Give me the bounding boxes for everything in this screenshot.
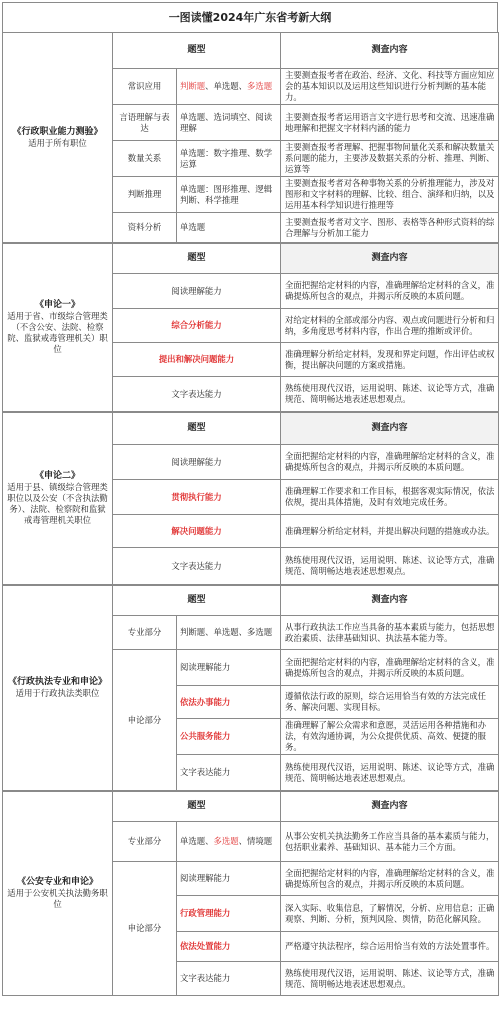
content-text: 准确理解了解公众需求和意愿，灵活运用各种措施和办法，有效沟通协调，为公众提供优质、高效、便捷的服务。 — [281, 719, 499, 755]
header-content: 测查内容 — [281, 413, 499, 445]
exam-cell — [3, 586, 113, 791]
ability-name: 解决问题能力 — [113, 515, 281, 548]
content-text: 熟练使用现代汉语，运用说明、陈述、议论等方式，准确规范、简明畅达地表述思想观点。 — [281, 377, 499, 412]
content-text: 严格遵守执法程序，综合运用恰当有效的方法处置事件。 — [281, 932, 499, 962]
module-name: 申论部分 — [113, 862, 177, 996]
type-red: 多选题 — [213, 836, 239, 846]
ability-name: 提出和解决问题能力 — [113, 343, 281, 377]
ability-name: 文字表达能力 — [177, 755, 281, 791]
module-name: 常识应用 — [113, 69, 177, 105]
header-content: 测查内容 — [281, 244, 499, 274]
exam-scope: 适用于行政执法类职位 — [15, 688, 100, 698]
module-name: 言语理解与表达 — [113, 105, 177, 141]
ability-name: 综合分析能力 — [113, 309, 281, 343]
exam-scope: 适用于省、市级综合管理类（不含公安、法院、检察院、监狱戒毒管理机关）职位 — [7, 311, 108, 354]
content-text: 从事公安机关执法勤务工作应当具备的基本素质与能力，包括职业素养、基础知识、基本能力三个方面。 — [281, 822, 499, 862]
header-content: 测查内容 — [281, 586, 499, 616]
exam-name: 《公安专业和申论》 — [16, 877, 98, 887]
module-name: 申论部分 — [113, 650, 177, 791]
ability-name: 依法处置能力 — [177, 932, 281, 962]
header-content: 测查内容 — [281, 33, 499, 69]
content-text: 熟练使用现代汉语，运用说明、陈述、议论等方式，准确规范、简明畅达地表述思想观点。 — [281, 548, 499, 585]
section-shenlun-1 — [2, 243, 499, 412]
page-title: 一图读懂2024年广东省考新大纲 — [2, 2, 498, 32]
exam-cell — [3, 33, 113, 243]
content-text: 准确理解分析给定材料，发现和界定问题，作出评估或权衡，提出解决问题的方案或措施。 — [281, 343, 499, 377]
exam-name: 《申论一》 — [34, 300, 80, 310]
exam-name: 《行政执法专业和申论》 — [7, 677, 107, 687]
exam-scope: 适用于县、镇级综合管理类职位以及公安（不含执法勤务）、法院、检察院和监狱戒毒管理机关职位 — [7, 482, 108, 525]
ability-name: 公共服务能力 — [177, 719, 281, 755]
exam-scope: 适用于公安机关执法勤务职位 — [7, 888, 108, 909]
content-text: 准确理解分析给定材料，并提出解决问题的措施或办法。 — [281, 515, 499, 548]
content-text: 主要测查报考者理解、把握事物间量化关系和解决数量关系问题的能力，主要涉及数据关系的分析、推理、判断、运算等 — [281, 141, 499, 177]
ability-name: 阅读理解能力 — [113, 445, 281, 480]
content-text: 全面把握给定材料的内容，准确理解给定材料的含义，准确提炼所包含的观点，并揭示所反映的本质问题。 — [281, 445, 499, 480]
content-text: 熟练使用现代汉语，运用说明、陈述、议论等方式，准确规范、简明畅达地表述思想观点。 — [281, 962, 499, 996]
type-black: 、情境题 — [238, 836, 273, 846]
ability-name: 阅读理解能力 — [177, 862, 281, 896]
ability-name: 阅读理解能力 — [113, 274, 281, 309]
outline-document — [2, 2, 498, 996]
exam-cell — [3, 244, 113, 412]
question-types: 单选题：数字推理、数学运算 — [177, 141, 281, 177]
content-text: 从事行政执法工作应当具备的基本素质与能力，包括思想政治素质、法律基础知识、执法基本能力等。 — [281, 616, 499, 650]
header-type: 题型 — [113, 792, 281, 822]
section-shenlun-2 — [2, 412, 499, 585]
ability-name: 行政管理能力 — [177, 896, 281, 932]
content-text: 主要测查报考者对文字、图形、表格等各种形式资料的综合理解与分析加工能力 — [281, 213, 499, 243]
ability-name: 文字表达能力 — [113, 548, 281, 585]
type-black: 、单选题、 — [205, 81, 247, 91]
question-types — [177, 822, 281, 862]
module-name: 专业部分 — [113, 616, 177, 650]
content-text: 准确理解工作要求和工作目标，根据客观实际情况，依法依规，提出具体措施，及时有效地完成任务。 — [281, 480, 499, 515]
section-law-enforcement — [2, 585, 499, 791]
ability-name: 依法办事能力 — [177, 686, 281, 719]
section-police — [2, 791, 499, 996]
content-text: 遵循依法行政的原则，综合运用恰当有效的方法完成任务、解决问题、实现目标。 — [281, 686, 499, 719]
type-red: 判断题 — [180, 81, 206, 91]
module-name: 数量关系 — [113, 141, 177, 177]
question-types: 单选题、选词填空、阅读理解 — [177, 105, 281, 141]
content-text: 主要测查报考者在政治、经济、文化、科技等方面应知应会的基本知识以及运用这些知识进行分析判断的基本能力。 — [281, 69, 499, 105]
question-types: 单选题：图形推理、逻辑判断、科学推理 — [177, 177, 281, 213]
section-xingce — [2, 32, 499, 243]
question-types: 判断题、单选题、多选题 — [177, 616, 281, 650]
header-type: 题型 — [113, 586, 281, 616]
content-text: 熟练使用现代汉语，运用说明、陈述、议论等方式，准确规范、简明畅达地表述思想观点。 — [281, 755, 499, 791]
content-text: 深入实际、收集信息，了解情况，分析、应用信息；正确观察、判断、分析，预判风险、舆情，防范化解风险。 — [281, 896, 499, 932]
module-name: 专业部分 — [113, 822, 177, 862]
ability-name: 文字表达能力 — [177, 962, 281, 996]
header-type: 题型 — [113, 33, 281, 69]
exam-scope: 适用于所有职位 — [28, 137, 87, 148]
type-black: 单选题、 — [180, 836, 214, 846]
ability-name: 贯彻执行能力 — [113, 480, 281, 515]
header-type: 题型 — [113, 413, 281, 445]
ability-name: 阅读理解能力 — [177, 650, 281, 686]
content-text: 对给定材料的全部或部分内容、观点或问题进行分析和归纳，多角度思考材料内容，作出合理的推断或评价。 — [281, 309, 499, 343]
exam-name: 《申论二》 — [34, 471, 80, 481]
ability-name: 文字表达能力 — [113, 377, 281, 412]
type-red: 多选题 — [247, 81, 273, 91]
content-text: 全面把握给定材料的内容，准确理解给定材料的含义，准确提炼所包含的观点，并揭示所反映的本质问题。 — [281, 650, 499, 686]
exam-name: 《行政职业能力测验》 — [12, 126, 103, 137]
module-name: 判断推理 — [113, 177, 177, 213]
exam-cell — [3, 413, 113, 585]
header-content: 测查内容 — [281, 792, 499, 822]
content-text: 全面把握给定材料的内容，准确理解给定材料的含义，准确提炼所包含的观点，并揭示所反映的本质问题。 — [281, 862, 499, 896]
module-name: 资料分析 — [113, 213, 177, 243]
question-types — [177, 69, 281, 105]
header-type: 题型 — [113, 244, 281, 274]
exam-cell — [3, 792, 113, 996]
question-types: 单选题 — [177, 213, 281, 243]
content-text: 主要测查报考者对各种事物关系的分析推理能力，涉及对图形和文字材料的理解、比较、组合、演绎和归纳，以及运用基本科学知识进行推理等 — [281, 177, 499, 213]
content-text: 全面把握给定材料的内容，准确理解给定材料的含义，准确提炼所包含的观点，并揭示所反映的本质问题。 — [281, 274, 499, 309]
content-text: 主要测查报考者运用语言文字进行思考和交流、迅速准确地理解和把握文字材料内涵的能力 — [281, 105, 499, 141]
